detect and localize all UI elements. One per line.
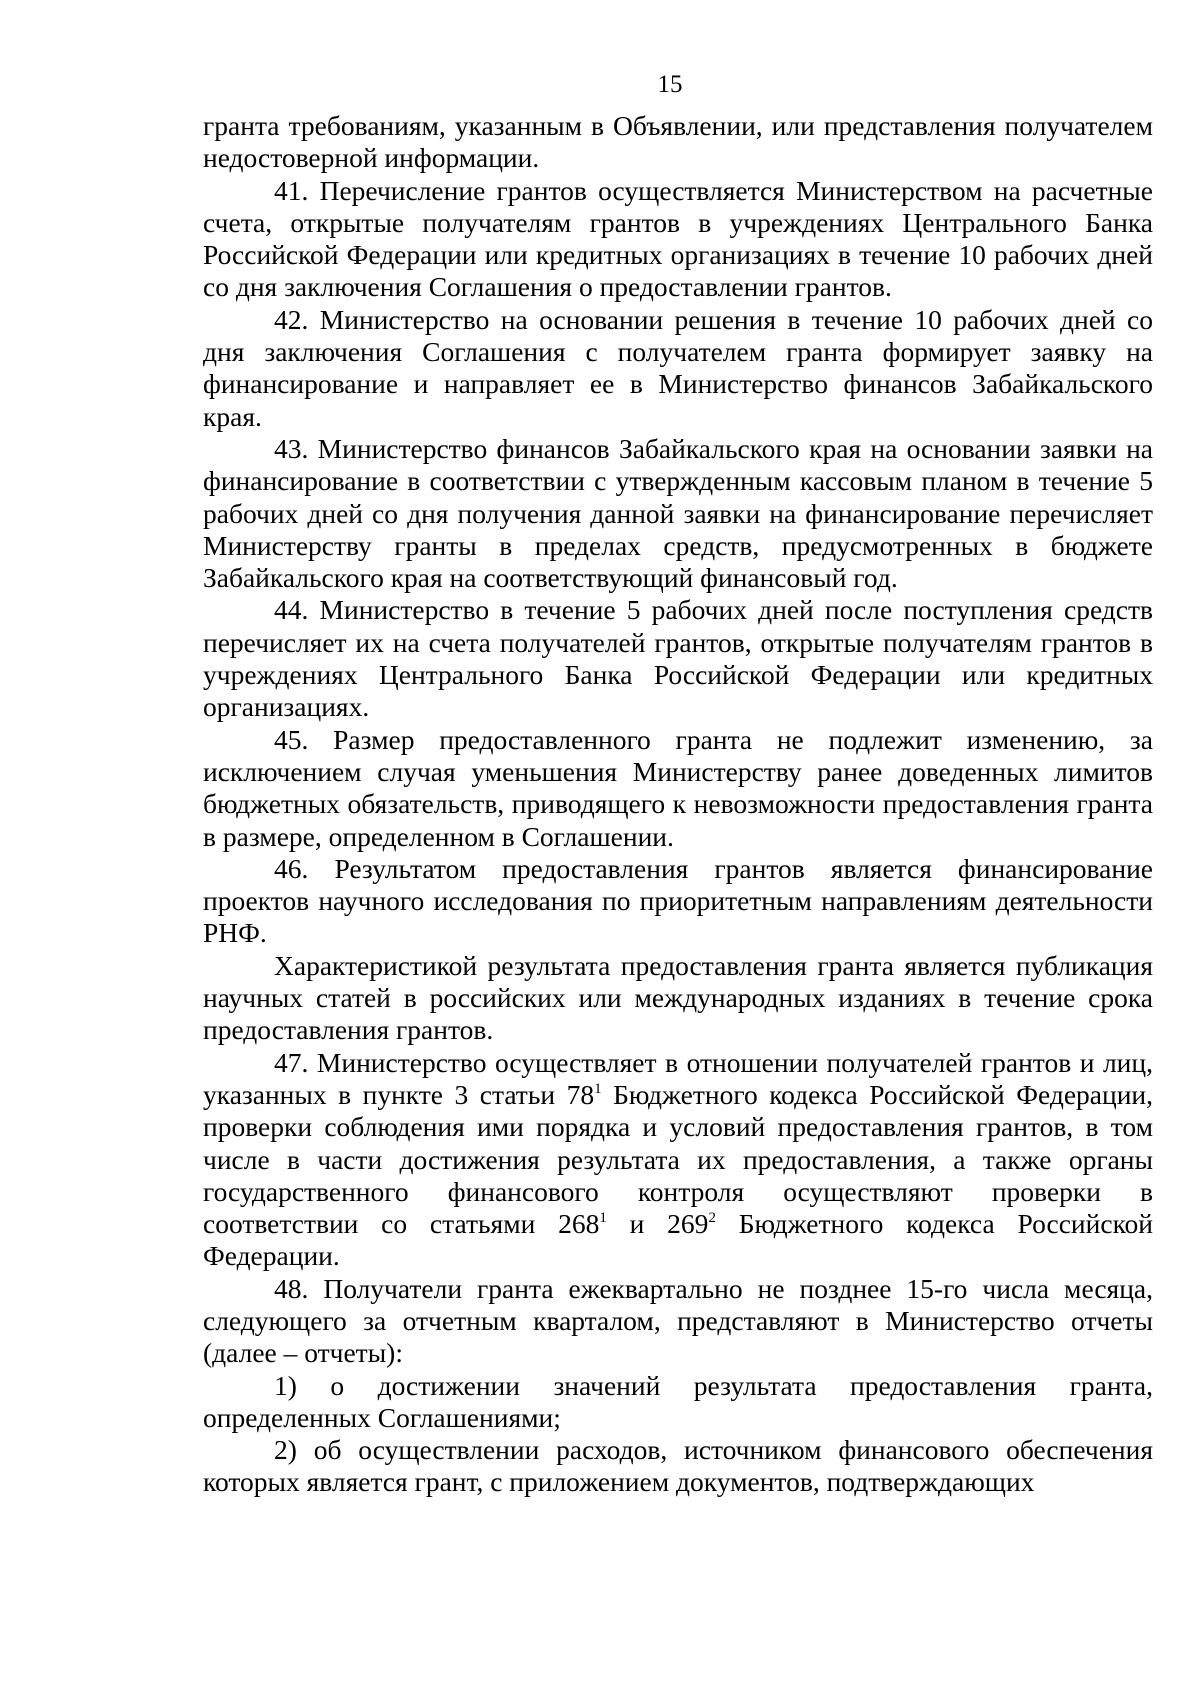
paragraph-42: 42. Министерство на основании решения в течение 10 рабочих дней со дня заключения Соглашения с получателем гранта формирует заявку на финансирование и направляет ее в Министерство финансов Забайкальского края.: [203, 303, 1153, 432]
paragraph-47: [203, 1047, 1153, 1273]
paragraph-47-text-2: Бюджетного кодекса Российской Федерации, проверки соблюдения ими порядка и условий предоставления грантов, в том числе в части достижения результата их предоставления, а также органы государственного финансового контроля осуществляют проверки в соответствии со статьями 268: [203, 1078, 1153, 1240]
paragraph-43: 43. Министерство финансов Забайкальского края на основании заявки на финансирование в соответствии с утвержденным кассовым планом в течение 5 рабочих дней со дня получения данной заявки на финансирование перечисляет Министерству гранты в пределах средств, предусмотренных в бюджете Забайкальского края на соответствующий финансовый год.: [203, 432, 1153, 594]
paragraph-45: 45. Размер предоставленного гранта не подлежит изменению, за исключением случая уменьшения Министерству ранее доведенных лимитов бюджетных обязательств, приводящего к невозможности предоставления гранта в размере, определенном в Соглашении.: [203, 723, 1153, 852]
paragraph-48: 48. Получатели гранта ежеквартально не позднее 15-го числа месяца, следующего за отчетным кварталом, представляют в Министерство отчеты (далее – отчеты):: [203, 1272, 1153, 1369]
superscript-268-1: 1: [599, 1210, 607, 1227]
paragraph-47-text-3: и 269: [606, 1208, 709, 1240]
paragraph-44: 44. Министерство в течение 5 рабочих дней после поступления средств перечисляет их на счета получателей грантов, открытые получателям грантов в учреждениях Центрального Банка Российской Федерации или кредитных организациях.: [203, 594, 1153, 723]
page-number: 15: [657, 71, 683, 98]
paragraph-41: 41. Перечисление грантов осуществляется Министерством на расчетные счета, открытые получателям грантов в учреждениях Центрального Банка Российской Федерации или кредитных организациях в течение 10 рабочих дней со дня заключения Соглашения о предоставлении грантов.: [203, 174, 1153, 303]
superscript-78-1: 1: [594, 1080, 602, 1097]
document-body: [203, 110, 1153, 1499]
paragraph-47-text-1: 47. Министерство осуществляет в отношении получателей грантов и лиц, указанных в пункте 3 статьи 78: [203, 1046, 1153, 1110]
paragraph-46: 46. Результатом предоставления грантов является финансирование проектов научного исследования по приоритетным направлениям деятельности РНФ.: [203, 852, 1153, 949]
paragraph-48-item-2: 2) об осуществлении расходов, источником финансового обеспечения которых является грант, с приложением документов, подтверждающих: [203, 1434, 1153, 1498]
superscript-269-2: 2: [708, 1210, 716, 1227]
paragraph-46-characteristic: Характеристикой результата предоставления гранта является публикация научных статей в российских или международных изданиях в течение срока предоставления грантов.: [203, 949, 1153, 1046]
paragraph-47-text-4: Бюджетного кодекса Российской Федерации.: [203, 1208, 1153, 1272]
paragraph-48-item-1: 1) о достижении значений результата предоставления гранта, определенных Соглашениями;: [203, 1369, 1153, 1433]
paragraph-continuation: гранта требованиям, указанным в Объявлении, или представления получателем недостоверной информации.: [203, 110, 1153, 174]
